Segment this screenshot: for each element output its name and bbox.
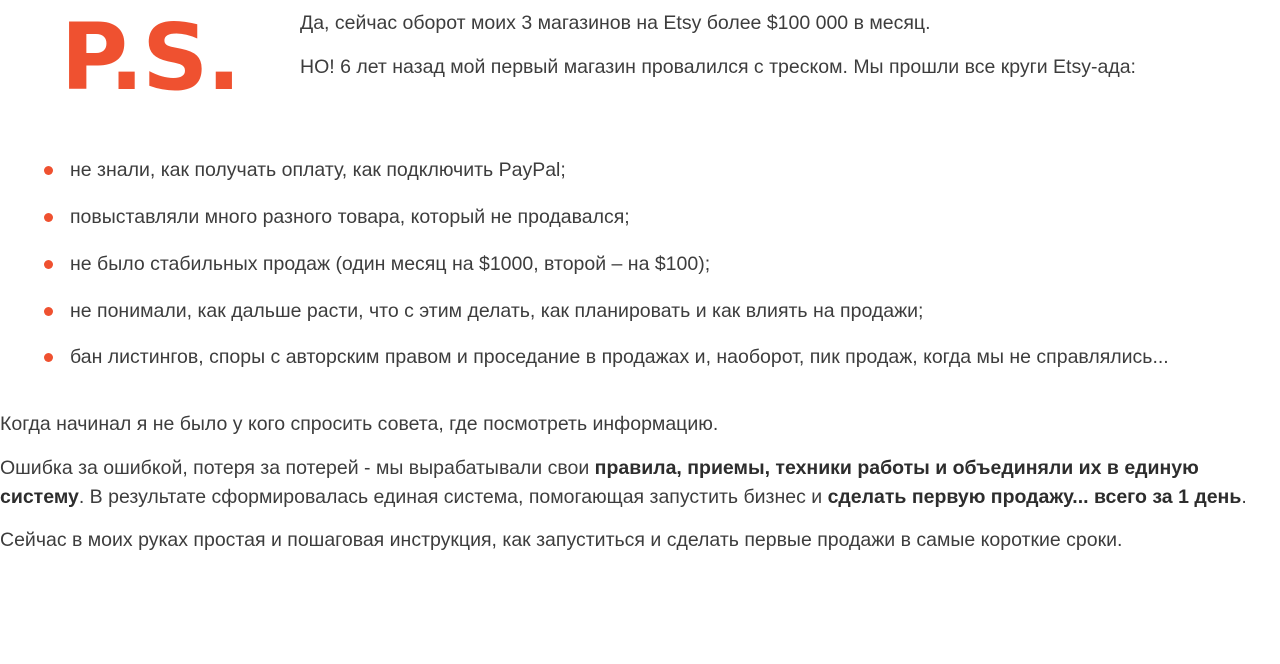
body-paragraph [0, 410, 1252, 439]
list-item-label: не понимали, как дальше расти, что с этим делать, как планировать и как влиять на продажи; [70, 299, 924, 322]
list-item [40, 297, 1220, 326]
list-item [40, 203, 1220, 232]
plain-text: Ошибка за ошибкой, потеря за потерей - мы вырабатывали свои [0, 456, 595, 479]
plain-text: Сейчас в моих руках простая и пошаговая инструкция, как запуститься и сделать первые продажи в самые короткие сроки. [0, 529, 1123, 552]
pain-points-list [0, 156, 1280, 372]
intro-text-block [300, 0, 1252, 82]
bullet-dot-icon [44, 353, 53, 362]
header-block [0, 0, 1280, 111]
plain-text: . [1241, 485, 1247, 508]
intro-paragraph-2: НО! 6 лет назад мой первый магазин провалился с треском. Мы прошли все круги Etsy-ада: [300, 56, 1136, 79]
intro-paragraph-1: Да, сейчас оборот моих 3 магазинов на Etsy более $100 000 в месяц. [300, 12, 931, 34]
body-paragraph [0, 454, 1252, 513]
list-item [40, 156, 1220, 185]
emphasis-text: сделать первую продажу... всего за 1 день [827, 485, 1242, 508]
list-item [40, 250, 1220, 279]
bullet-dot-icon [44, 213, 53, 222]
list-item-label: не знали, как получать оплату, как подключить PayPal; [70, 159, 566, 181]
bullet-dot-icon [44, 260, 53, 269]
body-paragraph [0, 526, 1252, 555]
ps-logotype: P.S. [60, 4, 240, 111]
bullet-dot-icon [44, 166, 53, 175]
list-item-label: бан листингов, споры с авторским правом и проседание в продажах и, наоборот, пик продаж, когда мы не справлялись... [70, 346, 1169, 369]
list-item [40, 343, 1220, 372]
emphasis-text: правила, приемы, техники работы и объединяли их в единую систему [0, 456, 1199, 508]
bullet-dot-icon [44, 307, 53, 316]
list-item-label: повыставляли много разного товара, который не продавался; [70, 205, 630, 228]
list-item-label: не было стабильных продаж (один месяц на $1000, второй – на $100); [70, 252, 711, 275]
plain-text: . В результате сформировалась единая система, помогающая запустить бизнес и [78, 485, 828, 508]
body-copy-block [0, 410, 1280, 555]
plain-text: Когда начинал я не было у кого спросить совета, где посмотреть информацию. [0, 413, 719, 436]
